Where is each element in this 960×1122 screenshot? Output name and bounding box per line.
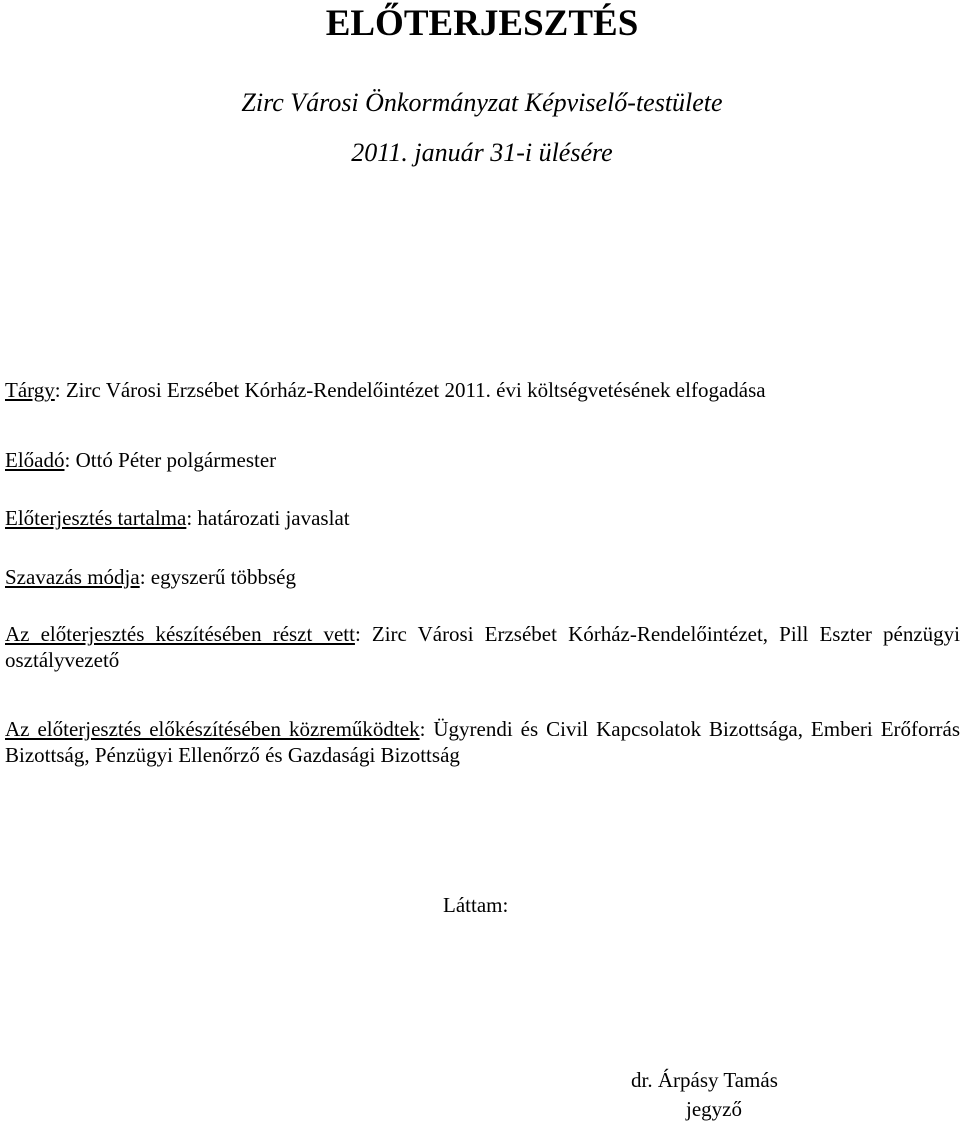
content-row [5,505,350,531]
voting-label: Szavazás módja [5,565,140,589]
session-date: 2011. január 31-i ülésére [351,138,613,167]
presenter-label: Előadó [5,448,65,472]
presenter-value: : Ottó Péter polgármester [64,448,277,472]
prepared-by-paragraph [5,621,960,673]
prepared-label: Az előterjesztés készítésében részt vett [5,622,355,646]
cooperated-label: Az előterjesztés előkészítésében közreműködtek [5,717,420,741]
signatory-name: dr. Árpásy Tamás [631,1068,778,1092]
content-value: : határozati javaslat [186,506,350,530]
presenter-row [5,447,276,473]
signatory-role: jegyző [686,1097,742,1121]
subject-row [5,377,766,403]
council-name: Zirc Városi Önkormányzat Képviselő-testülete [241,88,723,117]
content-label: Előterjesztés tartalma [5,506,187,530]
subject-value: : Zirc Városi Erzsébet Kórház-Rendelőintézet 2011. évi költségvetésének elfogadása [54,378,766,402]
voting-value: : egyszerű többség [139,565,296,589]
cooperated-value: : Ügyrendi és Civil Kapcsolatok Bizottsága, Emberi Erőforrás Bizottság, Pénzügyi Ellenőrző és Gazdasági Bizottság [5,717,960,767]
seen-label: Láttam: [443,893,509,917]
cooperated-paragraph [5,716,960,768]
subject-label: Tárgy [5,378,55,402]
voting-row [5,564,296,590]
prepared-value: : Zirc Városi Erzsébet Kórház-Rendelőintézet, Pill Eszter pénzügyi osztályvezető [5,622,960,672]
document-title: ELŐTERJESZTÉS [325,3,639,44]
